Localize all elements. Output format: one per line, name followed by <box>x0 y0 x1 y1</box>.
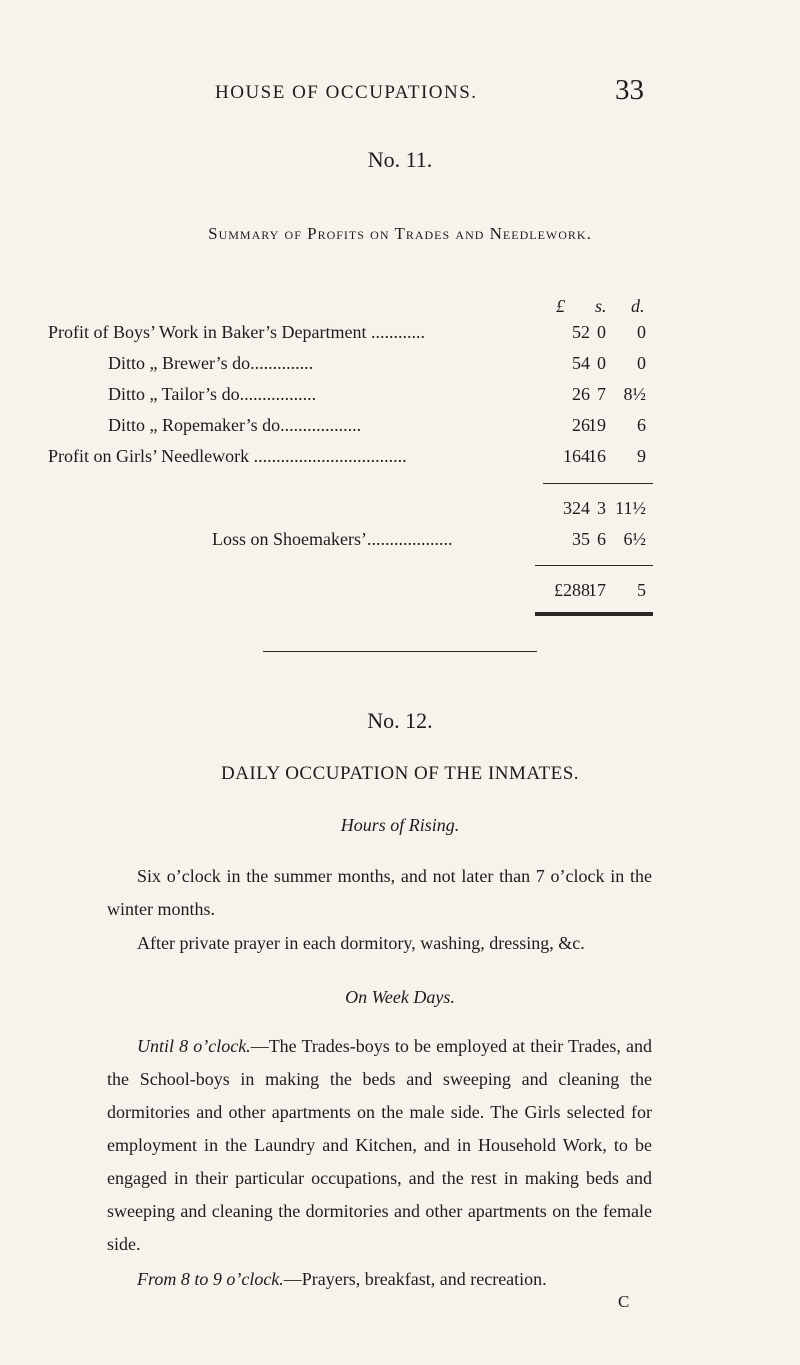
table-row <box>0 353 800 379</box>
until-8-text: —The Trades-boys to be employed at their Trades, and the School-boys in making the beds and sweeping and cleaning the dormitories and other apartments on the male side. The Girls selected for employment in the Laundry and Kitchen, and in Household Work, to be engaged in their particular occupations, and the rest in making beds and sweeping and cleaning the dormitories and other apartments on the female side. <box>107 1036 652 1254</box>
subtotal-row <box>0 498 800 524</box>
subtotal-pounds: 324 <box>563 498 590 518</box>
row-shillings: 0 <box>597 322 606 342</box>
row-pence: 9 <box>637 446 646 466</box>
from-8-lead: From 8 to 9 o’clock. <box>137 1269 284 1289</box>
running-header-title: HOUSE OF OCCUPATIONS. <box>215 82 478 103</box>
row-pounds: 26 <box>572 384 590 404</box>
row-label: Profit of Boys’ Work in Baker’s Department ............ <box>48 322 425 342</box>
total-double-rule <box>535 612 653 616</box>
rising-paragraph: Six o’clock in the summer months, and not later than 7 o’clock in the winter months. <box>107 866 652 919</box>
table-row <box>0 384 800 410</box>
row-label: Ditto „ Tailor’s do................. <box>108 384 317 404</box>
row-pence: 6 <box>637 415 646 435</box>
total-rule <box>535 565 653 566</box>
column-head-pounds: £ <box>556 296 565 316</box>
row-pence: 8½ <box>623 384 646 404</box>
row-label: Ditto „ Brewer’s do.............. <box>108 353 314 373</box>
row-label: Ditto „ Ropemaker’s do.................. <box>108 415 362 435</box>
subtotal-rule <box>543 483 653 484</box>
section-number: No. 12. <box>367 708 433 733</box>
hours-of-rising-heading: Hours of Rising. <box>340 815 460 835</box>
page-number: 33 <box>615 74 644 106</box>
row-pounds: 54 <box>572 353 590 373</box>
week-days-heading: On Week Days. <box>345 987 455 1007</box>
total-pence: 5 <box>637 580 646 600</box>
row-shillings: 16 <box>588 446 606 466</box>
table-row <box>0 322 800 348</box>
table-number: No. 11. <box>367 147 433 172</box>
loss-shillings: 6 <box>597 529 606 549</box>
loss-row <box>0 529 800 555</box>
loss-pounds: 35 <box>572 529 590 549</box>
subtotal-shillings: 3 <box>597 498 606 518</box>
from-8-text: —Prayers, breakfast, and recreation. <box>283 1269 547 1289</box>
total-row <box>0 580 800 606</box>
until-8-paragraph <box>107 1030 652 1261</box>
subtotal-pence: 11½ <box>615 498 646 518</box>
until-8-lead: Until 8 o’clock. <box>137 1036 251 1056</box>
row-pounds: 26 <box>572 415 590 435</box>
row-pence: 0 <box>637 322 646 342</box>
loss-pence: 6½ <box>623 529 646 549</box>
table-title: Summary of Profits on Trades and Needlework. <box>208 224 592 243</box>
total-shillings: 17 <box>588 580 606 600</box>
row-shillings: 0 <box>597 353 606 373</box>
row-pence: 0 <box>637 353 646 373</box>
loss-label: Loss on Shoemakers’................... <box>212 529 453 549</box>
row-label: Profit on Girls’ Needlework .................................. <box>48 446 407 466</box>
table-row <box>0 446 800 472</box>
column-head-pence: d. <box>631 296 645 316</box>
section-heading: DAILY OCCUPATION OF THE INMATES. <box>220 763 580 784</box>
table-row <box>0 415 800 441</box>
row-shillings: 19 <box>588 415 606 435</box>
section-divider <box>263 651 537 652</box>
row-pounds: 52 <box>572 322 590 342</box>
from-8-paragraph <box>107 1263 652 1296</box>
row-shillings: 7 <box>597 384 606 404</box>
signature-mark: C <box>618 1292 630 1311</box>
prayer-paragraph: After private prayer in each dormitory, washing, dressing, &c. <box>137 933 585 953</box>
row-pounds: 164 <box>563 446 590 466</box>
column-head-shillings: s. <box>595 296 607 316</box>
total-pounds: £288 <box>554 580 590 600</box>
